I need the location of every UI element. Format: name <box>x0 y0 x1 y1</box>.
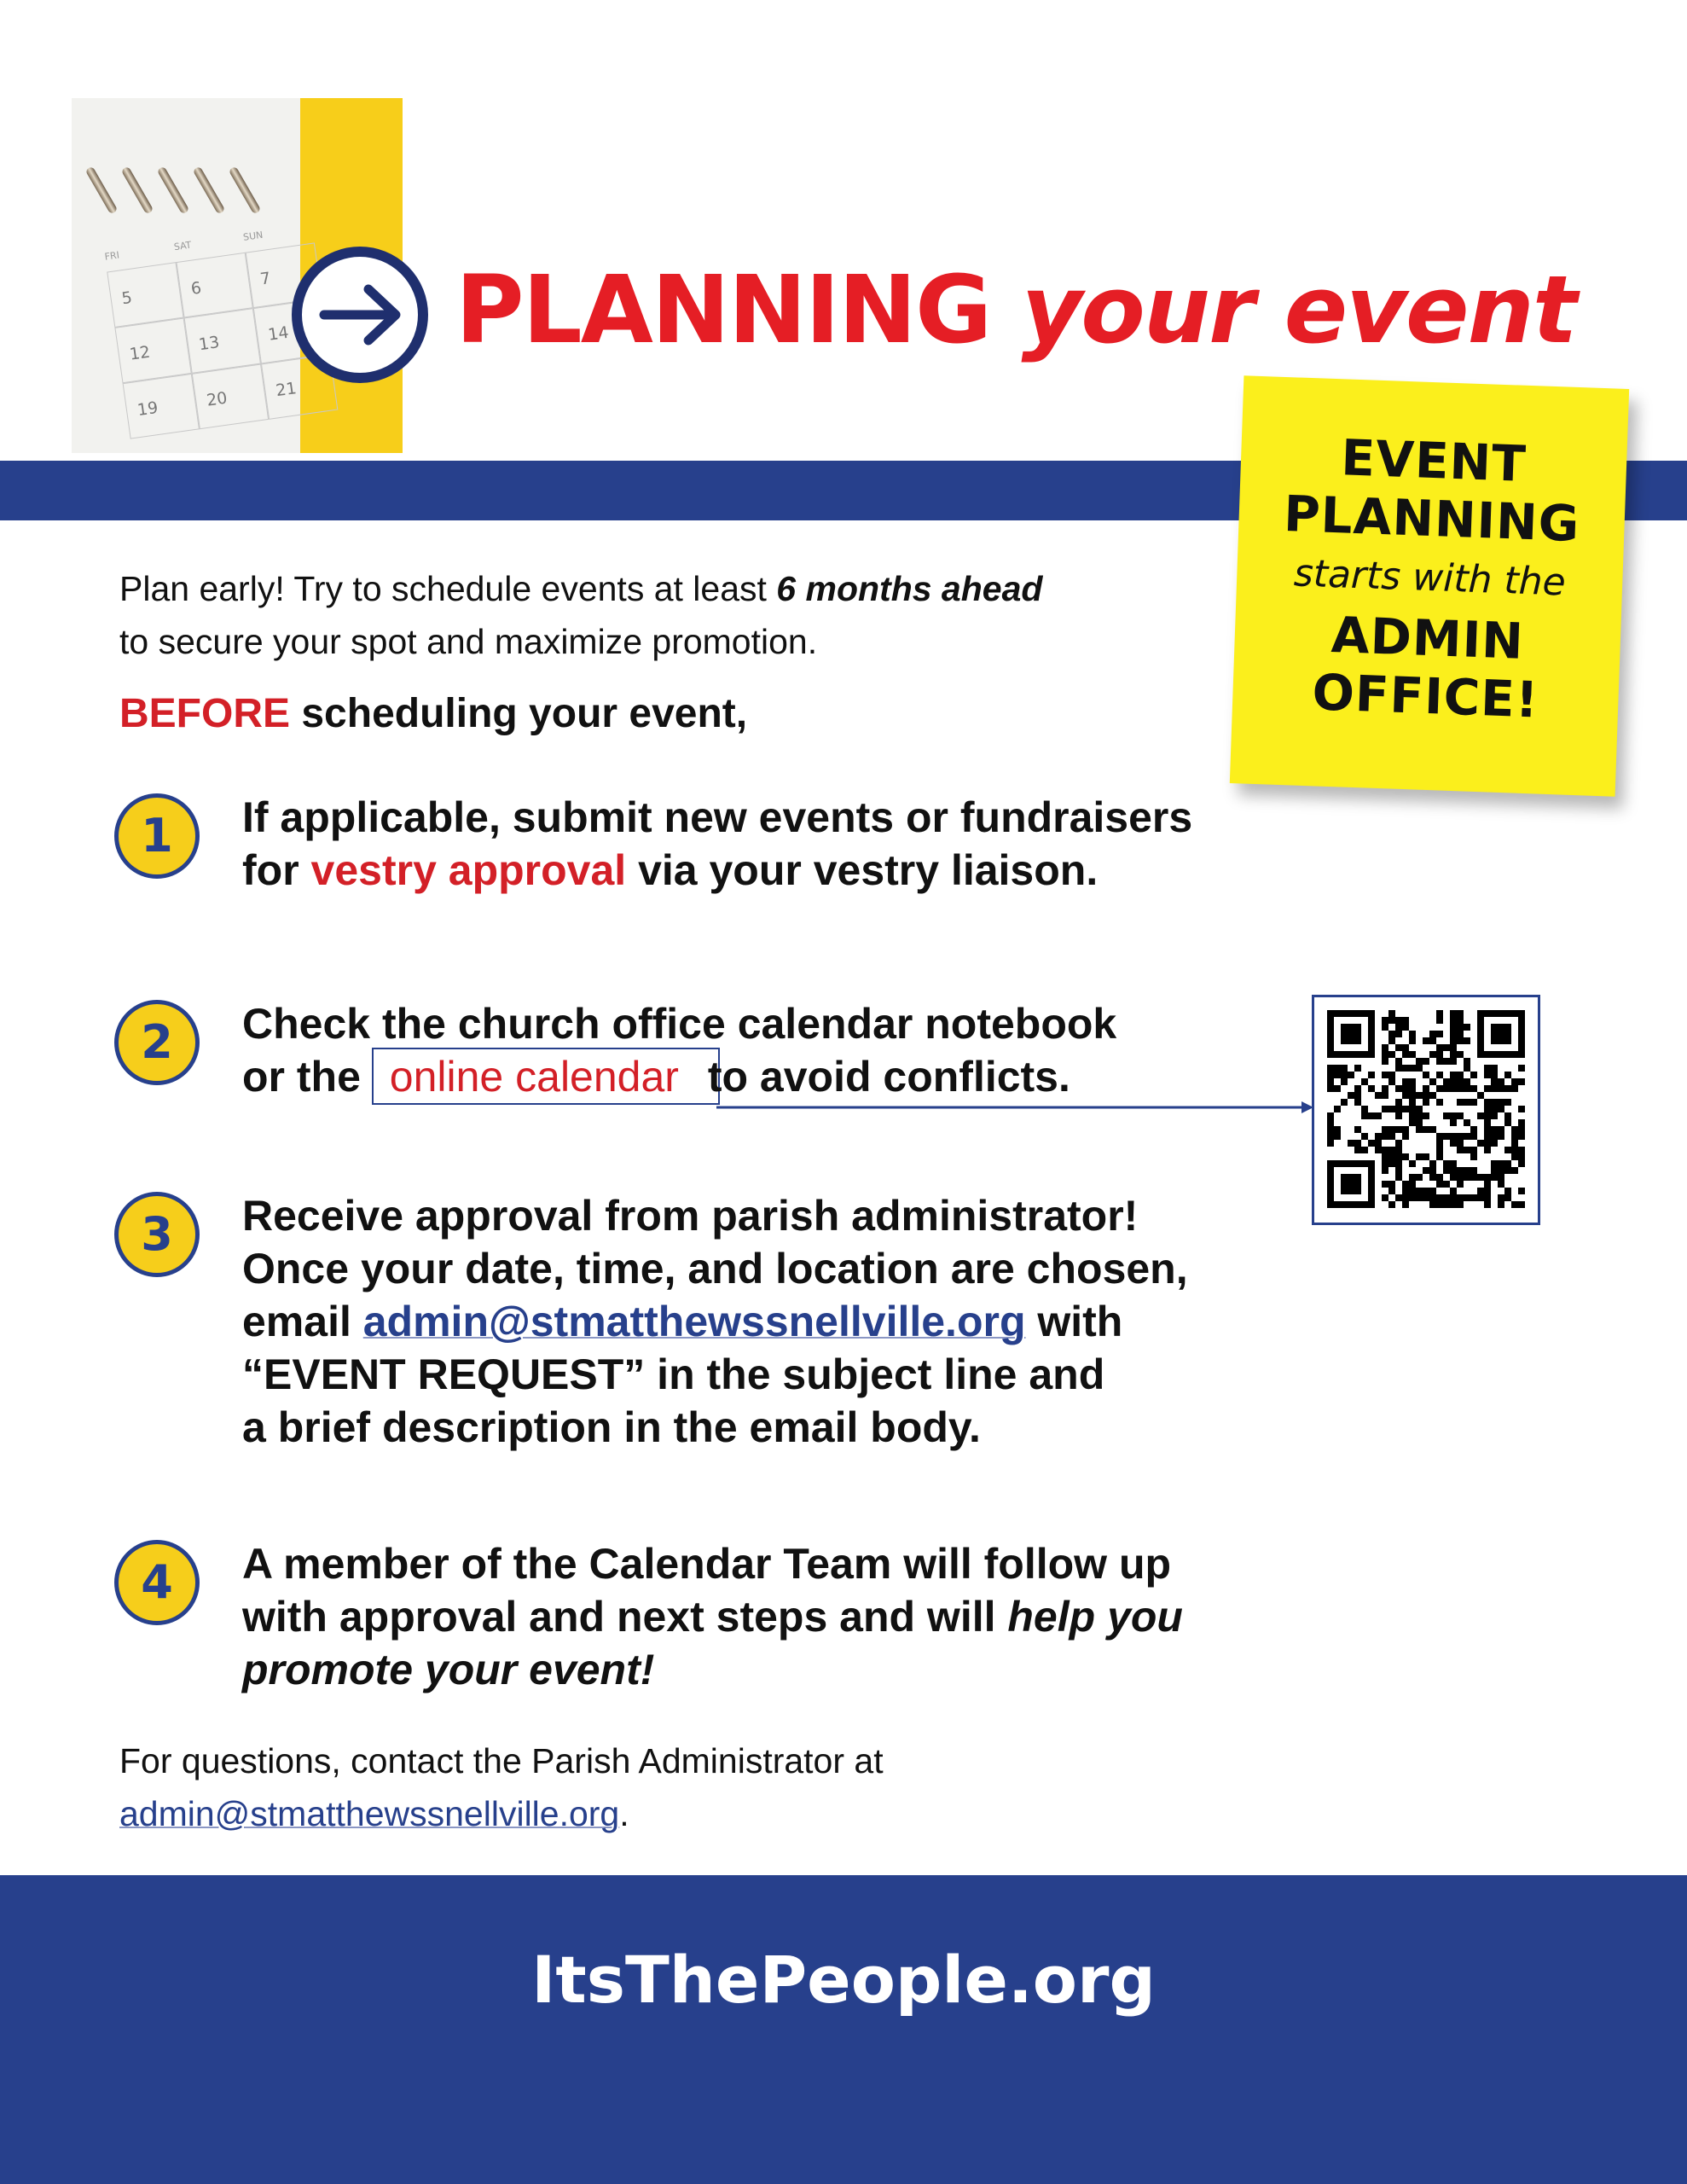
intro-emphasis: 6 months ahead <box>776 569 1043 608</box>
promote-emphasis: promote your event! <box>242 1646 655 1693</box>
calendar-cell: 14 <box>253 299 330 364</box>
step-text: email <box>242 1298 363 1345</box>
before-red: BEFORE <box>119 691 291 736</box>
step-text: for <box>242 846 311 894</box>
day-label: SAT <box>173 239 193 253</box>
note-line-5: OFFICE! <box>1311 663 1540 729</box>
title-main: PLANNING <box>455 255 991 364</box>
admin-email-link[interactable]: admin@stmatthewssnellville.org <box>362 1298 1026 1345</box>
intro-line-2: to secure your spot and maximize promotion. <box>119 622 818 661</box>
step-3-line-3 <box>242 1295 1122 1348</box>
step-4-line-3 <box>242 1643 654 1696</box>
contact-period: . <box>619 1794 629 1833</box>
sticky-note <box>1230 375 1629 796</box>
page-title <box>455 246 1575 374</box>
step-3-line-1: Receive approval from parish administrator! <box>242 1192 1139 1240</box>
step-1-line-2 <box>242 844 1098 897</box>
calendar-cell: 7 <box>246 242 322 308</box>
calendar-cell: 12 <box>114 318 191 384</box>
qr-code-icon <box>1314 997 1538 1223</box>
calendar-cell: 21 <box>261 354 338 420</box>
note-line-2: PLANNING <box>1283 485 1581 554</box>
contact-line-1: For questions, contact the Parish Administrator at <box>119 1741 884 1780</box>
step-text: with approval and next steps and will <box>242 1593 1008 1641</box>
help-you-emphasis: help you <box>1007 1593 1183 1641</box>
intro-line-1 <box>119 562 1042 615</box>
step-4-line-1: A member of the Calendar Team will follow up <box>242 1540 1172 1588</box>
step-text: or the <box>242 1053 373 1101</box>
step-number-4: 4 <box>114 1540 200 1625</box>
footer-website-link[interactable]: ItsThePeople.org <box>531 1942 1156 2018</box>
step-2-line-2 <box>242 1050 1070 1103</box>
before-heading <box>119 688 747 741</box>
qr-code[interactable] <box>1312 995 1540 1225</box>
arrow-right-circle-icon <box>290 245 430 385</box>
contact-line-2 <box>119 1787 629 1840</box>
title-italic: your event <box>1021 255 1576 364</box>
footer-band <box>0 1875 1687 2184</box>
note-line-4: ADMIN <box>1330 606 1525 671</box>
calendar-cell: 6 <box>176 253 252 318</box>
day-label: FRI <box>103 249 120 263</box>
step-1-line-1: If applicable, submit new events or fundraisers <box>242 793 1193 841</box>
calendar-cell: 5 <box>107 262 183 328</box>
step-text: to avoid conflicts. <box>695 1053 1070 1101</box>
day-label: SUN <box>242 229 264 243</box>
note-line-3: starts with the <box>1293 551 1567 605</box>
calendar-cell: 20 <box>192 363 269 429</box>
step-3-line-5: a brief description in the email body. <box>242 1403 981 1451</box>
step-number-1: 1 <box>114 793 200 879</box>
online-calendar-link[interactable]: online calendar <box>389 1053 679 1101</box>
contact-email-link[interactable]: admin@stmatthewssnellville.org <box>119 1794 620 1833</box>
vestry-approval-text: vestry approval <box>310 846 627 894</box>
step-text: via your vestry liaison. <box>626 846 1099 894</box>
step-3-line-2: Once your date, time, and location are chosen, <box>242 1245 1188 1292</box>
calendar-cell: 19 <box>123 374 200 439</box>
step-text: with <box>1025 1298 1123 1345</box>
note-line-1: EVENT <box>1340 428 1528 493</box>
before-rest: scheduling your event, <box>290 691 748 736</box>
intro-text: Plan early! Try to schedule events at least <box>119 569 777 608</box>
step-number-3: 3 <box>114 1192 200 1277</box>
step-number-2: 2 <box>114 1000 200 1085</box>
step-4-line-2 <box>242 1590 1183 1643</box>
connector-arrow <box>716 1101 1313 1118</box>
calendar-cell: 13 <box>184 308 261 374</box>
step-3-line-4: “EVENT REQUEST” in the subject line and <box>242 1350 1105 1398</box>
step-2-line-1: Check the church office calendar notebook <box>242 1000 1117 1048</box>
